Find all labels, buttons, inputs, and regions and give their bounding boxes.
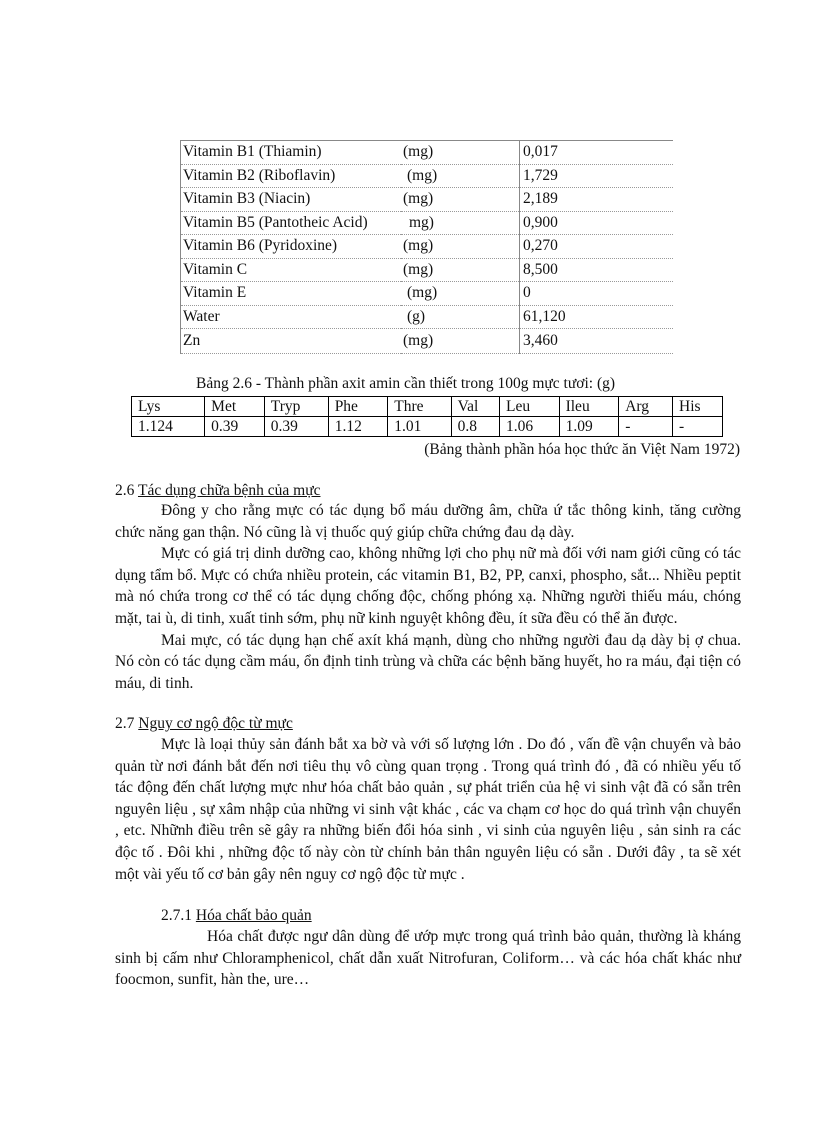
amino-header: Tryp <box>264 397 328 417</box>
vitamin-value: 0 <box>520 282 674 306</box>
vitamin-unit: (mg) <box>401 235 520 259</box>
vitamin-value: 8,500 <box>520 258 674 282</box>
paragraph: Mai mực, có tác dụng hạn chế axít khá mạnh, dùng cho những người đau dạ dày bị ợ chua. Nó còn có tác dụng cầm máu, ổn định tinh trùng và chữa các bệnh băng huyết, ho ra máu, đại tiện có máu, di tinh. <box>115 631 741 692</box>
amino-value: 0.39 <box>205 417 265 437</box>
amino-header: Ileu <box>559 397 619 417</box>
table-row <box>181 164 674 188</box>
table-row <box>181 282 674 306</box>
vitamin-name: Vitamin B3 (Niacin) <box>181 188 402 212</box>
section-number: 2.7.1 <box>161 907 196 924</box>
section-2-6-heading <box>115 482 320 500</box>
vitamin-name: Zn <box>181 329 402 354</box>
amino-value: - <box>619 417 673 437</box>
paragraph: Mực là loại thủy sản đánh bắt xa bờ và với số lượng lớn . Do đó , vấn đề vận chuyển và bảo quản từ nơi đánh bắt đến nơi tiêu thụ vô cùng quan trọng . Trong quá trình đó , đã có nhiều yếu tố tác động đến chất lượng mực như hóa chất bảo quản , sự phát triển của hệ vi sinh vật đã có sẵn trên nguyên liệu , sự xâm nhập của những vi sinh vật khác , các va chạm cơ học do quá trình vận chuyển , etc. Nhữnh điều trên sẽ gây ra những biến đổi hóa sinh , vi sinh của nguyên liệu , sản sinh ra các độc tố . Đôi khi , những độc tố này còn từ chính bản thân nguyên liệu có sẵn . Dưới đây , ta sẽ xét một vài yếu tố cơ bản gây nên nguy cơ ngộ độc từ mực . <box>115 736 741 883</box>
vitamin-name: Water <box>181 305 402 329</box>
vitamin-value: 61,120 <box>520 305 674 329</box>
table-row <box>181 235 674 259</box>
amino-value: 1.01 <box>388 417 451 437</box>
paragraph: Đông y cho rằng mực có tác dụng bổ máu dưỡng âm, chữa ứ tắc thông kinh, tăng cường chức năng gan thận. Nó cũng là vị thuốc quý giúp chữa chứng đau dạ dày. <box>115 502 741 541</box>
vitamin-name: Vitamin C <box>181 258 402 282</box>
section-title: Hóa chất bảo quản <box>195 907 312 924</box>
amino-acid-table <box>131 396 723 437</box>
vitamin-value: 2,189 <box>520 188 674 212</box>
amino-header: Phe <box>328 397 388 417</box>
paragraph: Hóa chất được ngư dân dùng để ướp mực trong quá trình bảo quản, thường là kháng sinh bị cấm như Chloramphenicol, chất dẫn xuất Nitrofuran, Coliform… và các hóa chất khác như foocmon, sunfit, hàn the, ure… <box>115 928 741 989</box>
amino-header: Val <box>451 397 499 417</box>
section-number: 2.6 <box>115 482 138 499</box>
vitamin-name: Vitamin B5 (Pantotheic Acid) <box>181 211 402 235</box>
amino-header: Met <box>205 397 265 417</box>
vitamin-name: Vitamin B1 (Thiamin) <box>181 141 402 165</box>
table-row <box>181 258 674 282</box>
section-2-6-body <box>115 500 741 694</box>
section-title: Nguy cơ ngộ độc từ mực <box>138 715 293 732</box>
table-source-note: (Bảng thành phần hóa học thức ăn Việt Nam 1972) <box>424 441 740 458</box>
section-title: Tác dụng chữa bệnh của mực <box>137 482 321 499</box>
vitamin-unit: mg) <box>401 211 520 235</box>
table-header-row <box>132 397 723 417</box>
table-2-6-caption: Bảng 2.6 - Thành phần axit amin cần thiết trong 100g mực tươi: (g) <box>196 375 616 392</box>
section-2-7-body <box>115 734 741 885</box>
section-number: 2.7 <box>115 715 139 732</box>
vitamin-unit: (mg) <box>401 282 520 306</box>
amino-header: Thre <box>388 397 451 417</box>
amino-value: 1.124 <box>132 417 205 437</box>
amino-header: His <box>673 397 723 417</box>
vitamin-table <box>180 140 673 354</box>
section-2-7-heading <box>115 715 293 733</box>
table-row <box>181 305 674 329</box>
section-2-7-1-body <box>115 926 741 991</box>
amino-value: - <box>673 417 723 437</box>
vitamin-unit: (mg) <box>401 164 520 188</box>
section-2-7-1-heading <box>161 907 312 925</box>
vitamin-unit: (mg) <box>401 329 520 354</box>
vitamin-value: 1,729 <box>520 164 674 188</box>
table-row <box>181 188 674 212</box>
vitamin-unit: (mg) <box>401 258 520 282</box>
vitamin-value: 0,900 <box>520 211 674 235</box>
amino-header: Lys <box>132 397 205 417</box>
table-row <box>132 417 723 437</box>
vitamin-unit: (g) <box>401 305 520 329</box>
amino-header: Arg <box>619 397 673 417</box>
amino-value: 1.09 <box>559 417 619 437</box>
table-row <box>181 211 674 235</box>
vitamin-name: Vitamin E <box>181 282 402 306</box>
vitamin-value: 0,270 <box>520 235 674 259</box>
amino-value: 0.39 <box>264 417 328 437</box>
vitamin-unit: (mg) <box>401 141 520 165</box>
table-row <box>181 141 674 165</box>
amino-header: Leu <box>499 397 559 417</box>
paragraph: Mực có giá trị dinh dưỡng cao, không những lợi cho phụ nữ mà đối với nam giới cũng có tác dụng tẩm bổ. Mực có chứa nhiều protein, các vitamin B1, B2, PP, canxi, phospho, sắt... Nhiều peptit mà nó chứa trong cơ thể có tác dụng chống độc, chống phóng xạ. Những người thiếu máu, chóng mặt, tai ù, di tinh, xuất tinh sớm, phụ nữ kinh nguyệt không đều, ít sữa đều có thể ăn được. <box>115 545 741 627</box>
vitamin-unit: (mg) <box>401 188 520 212</box>
vitamin-value: 0,017 <box>520 141 674 165</box>
amino-value: 1.12 <box>328 417 388 437</box>
vitamin-value: 3,460 <box>520 329 674 354</box>
vitamin-name: Vitamin B6 (Pyridoxine) <box>181 235 402 259</box>
table-row <box>181 329 674 354</box>
amino-value: 1.06 <box>499 417 559 437</box>
vitamin-name: Vitamin B2 (Riboflavin) <box>181 164 402 188</box>
amino-value: 0.8 <box>451 417 499 437</box>
